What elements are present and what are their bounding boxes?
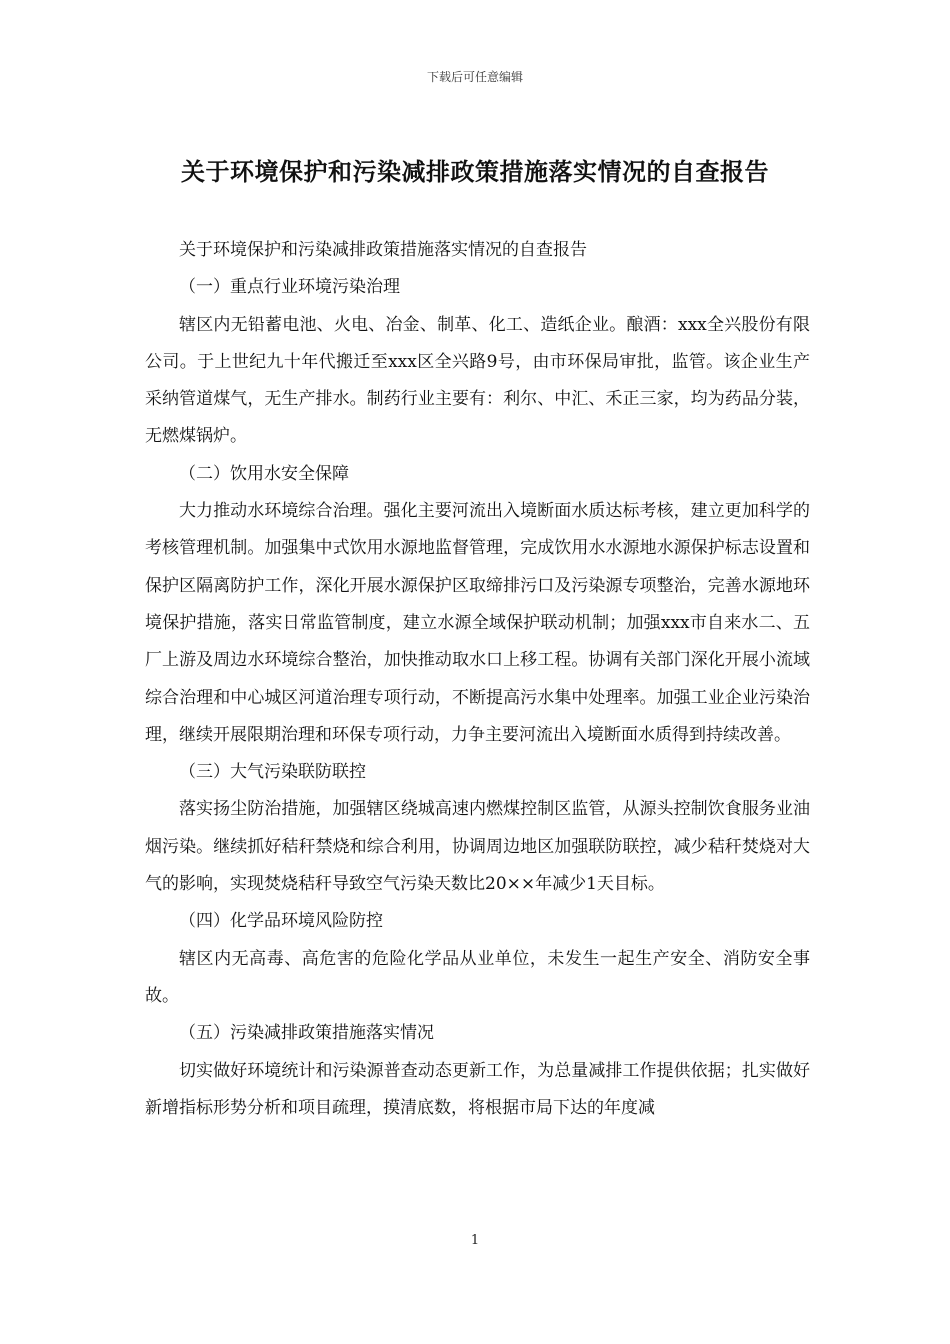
section-heading-1: （一）重点行业环境污染治理	[179, 277, 400, 298]
section-paragraph-4: 辖区内无高毒、高危害的危险化学品从业单位，未发生一起生产安全、消防安全事故。	[145, 948, 810, 1006]
section-paragraph-5: 切实做好环境统计和污染源普查动态更新工作，为总量减排工作提供依据；扎实做好新增指标形势分析和项目疏理，摸清底数，将根据市局下达的年度减	[145, 1060, 810, 1118]
header-note: 下载后可任意编辑	[426, 70, 523, 84]
section-paragraph-3: 落实扬尘防治措施，加强辖区绕城高速内燃煤控制区监管，从源头控制饮食服务业油烟污染。继续抓好秸秆禁烧和综合利用，协调周边地区加强联防联控，减少秸秆焚烧对大气的影响，实现焚烧秸秆导致空气污染天数比20××年减少1天目标。	[145, 799, 810, 895]
section-heading-5: （五）污染减排政策措施落实情况	[179, 1023, 434, 1044]
section-heading-4: （四）化学品环境风险防控	[179, 911, 383, 932]
intro-paragraph: 关于环境保护和污染减排政策措施落实情况的自查报告	[179, 240, 587, 260]
document-body	[145, 232, 810, 1127]
section-heading-3: （三）大气污染联防联控	[179, 762, 366, 783]
section-paragraph-1: 辖区内无铅蓄电池、火电、冶金、制革、化工、造纸企业。酿酒：xxx全兴股份有限公司。于上世纪九十年代搬迁至xxx区全兴路9号，由市环保局审批，监管。该企业生产采纳管道煤气，无生产排水。制药行业主要有：利尔、中汇、禾正三家，均为药品分装，无燃煤锅炉。	[145, 314, 810, 447]
section-heading-2: （二）饮用水安全保障	[179, 463, 349, 484]
section-paragraph-2: 大力推动水环境综合治理。强化主要河流出入境断面水质达标考核，建立更加科学的考核管理机制。加强集中式饮用水源地监督管理，完成饮用水水源地水源保护标志设置和保护区隔离防护工作，深化开展水源保护区取缔排污口及污染源专项整治，完善水源地环境保护措施，落实日常监管制度，建立水源全域保护联动机制；加强xxx市自来水二、五厂上游及周边水环境综合整治，加快推动取水口上移工程。协调有关部门深化开展小流域综合治理和中心城区河道治理专项行动，不断提高污水集中处理率。加强工业企业污染治理，继续开展限期治理和环保专项行动，力争主要河流出入境断面水质得到持续改善。	[145, 501, 810, 745]
document-title: 关于环境保护和污染减排政策措施落实情况的自查报告	[181, 158, 769, 186]
page-number: 1	[470, 1233, 480, 1248]
